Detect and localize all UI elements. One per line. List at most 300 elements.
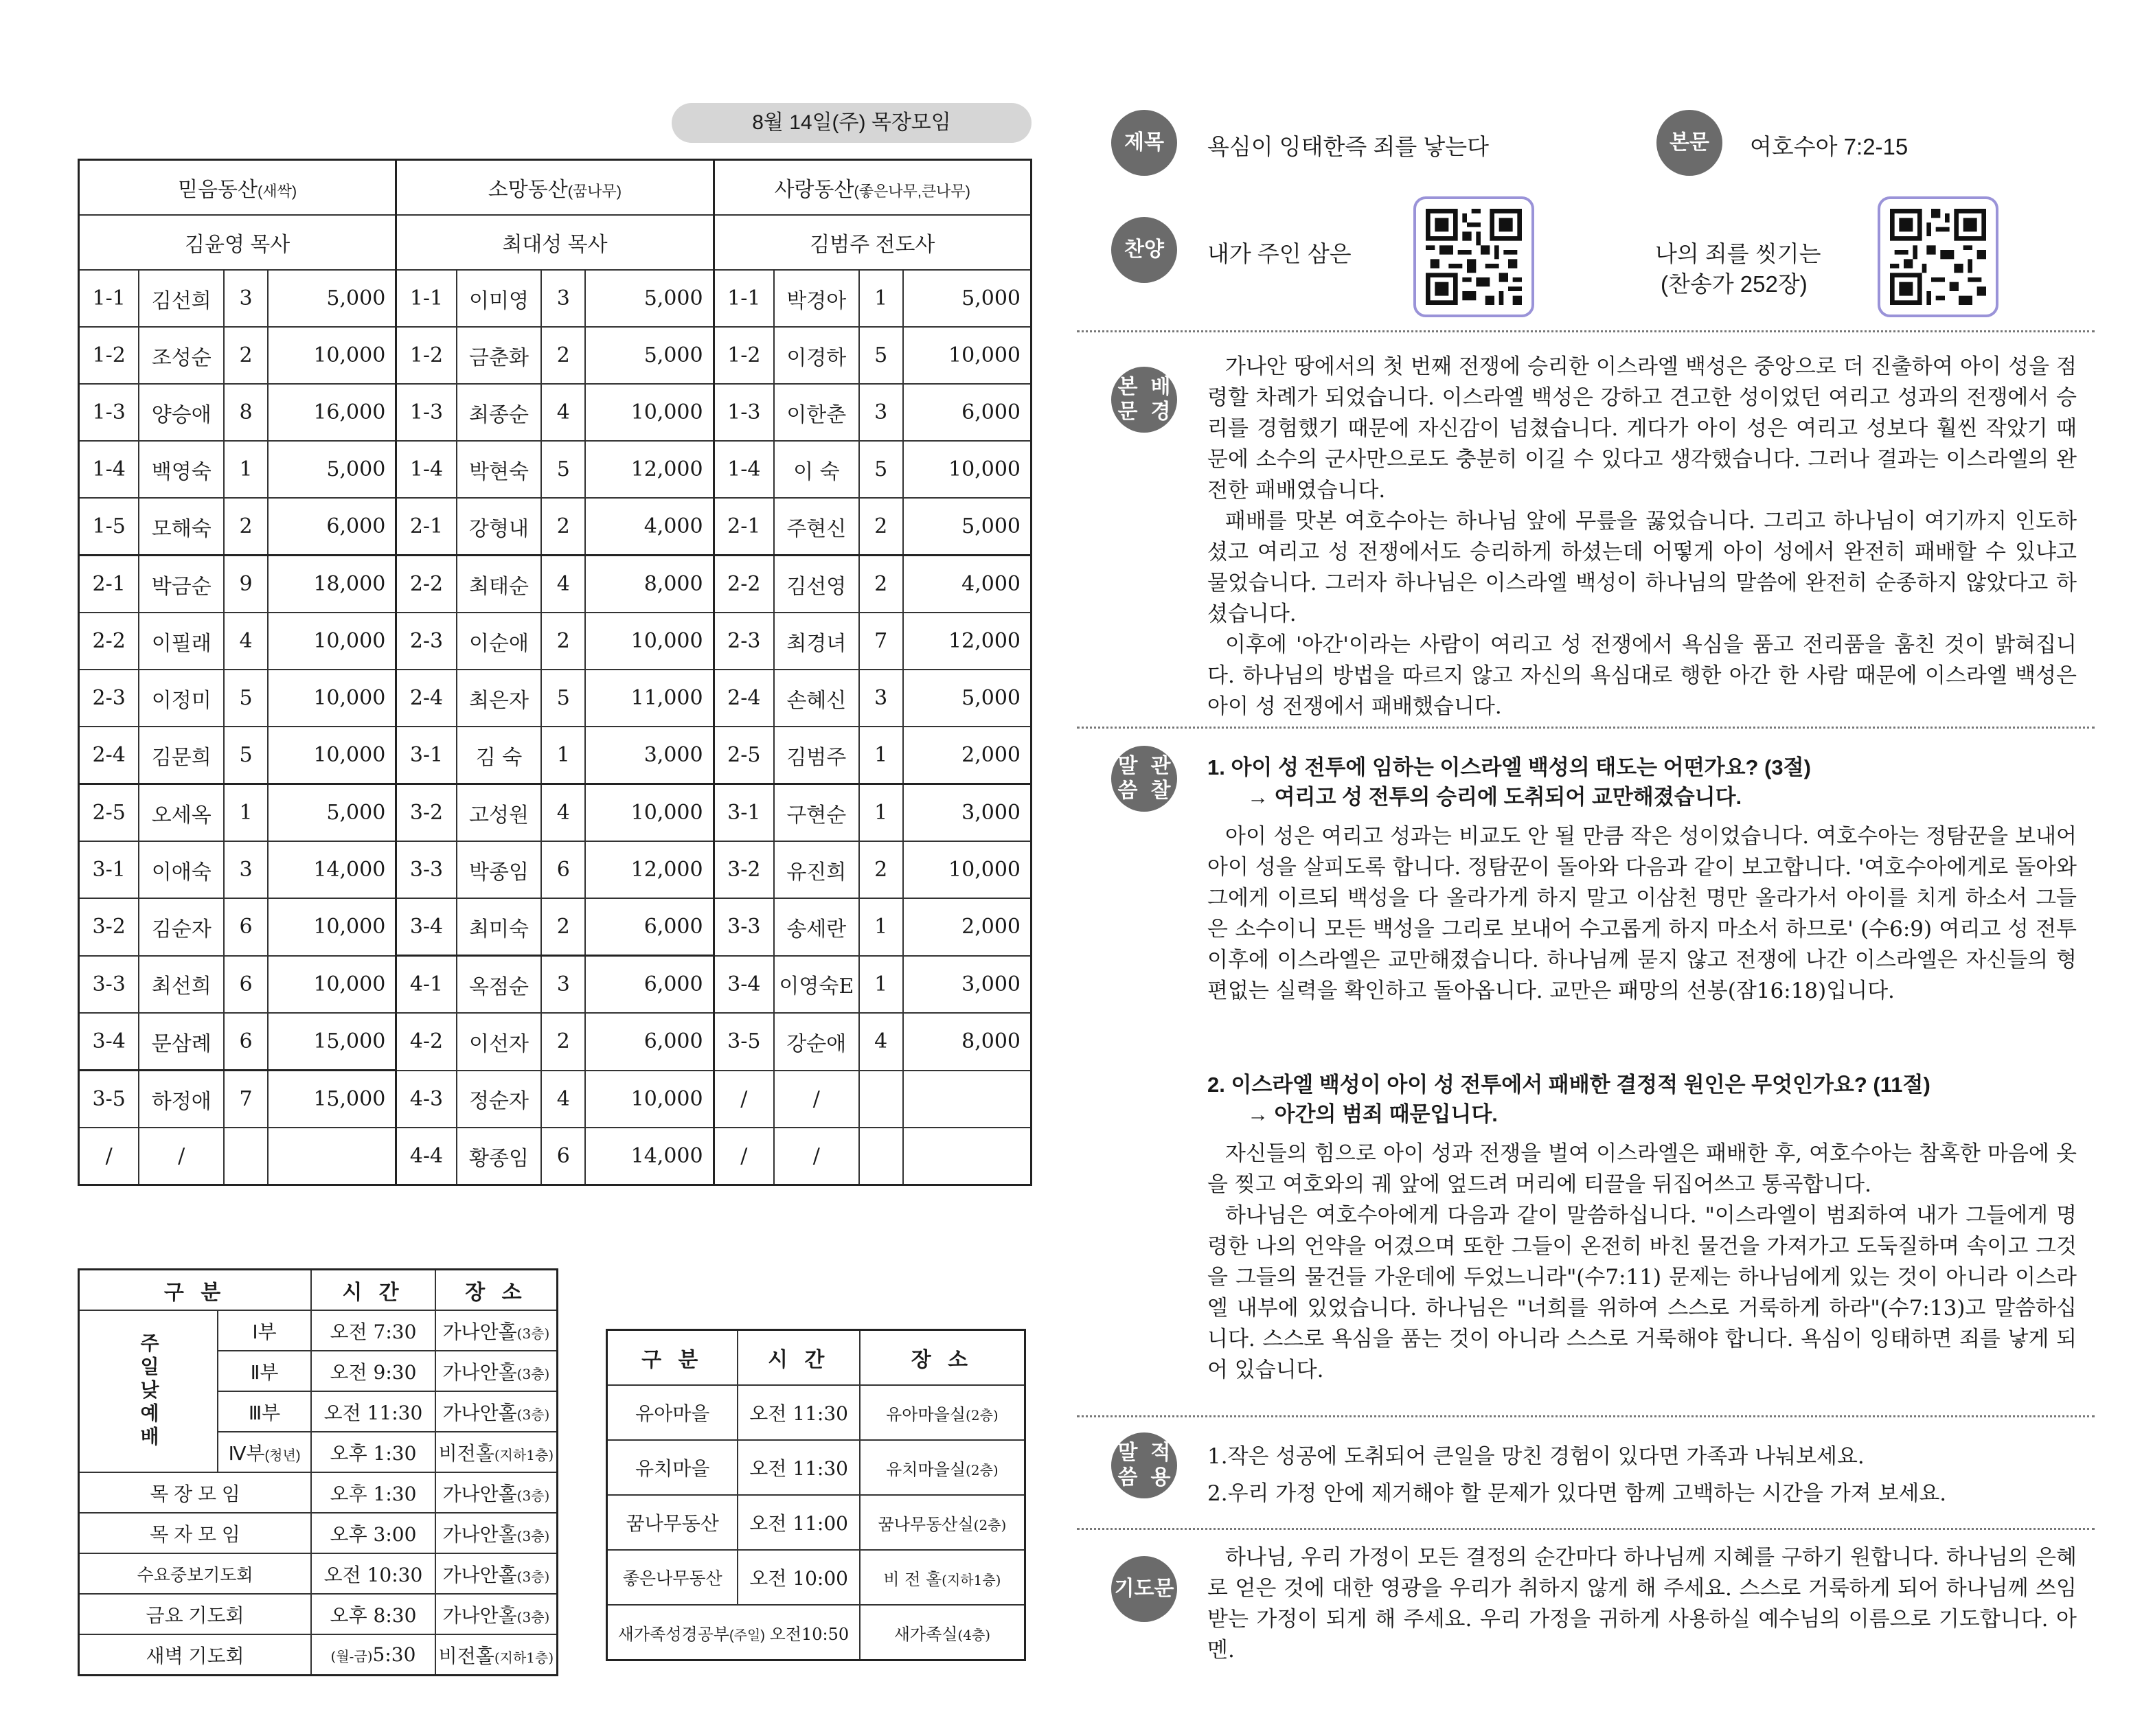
- cell-amount: 6,000: [585, 898, 714, 956]
- observation-text-1: 아이 성은 여리고 성과는 비교도 안 될 만큼 작은 성이었습니다. 여호수아는 정탐꾼을 보내어 아이 성을 살피도록 합니다. 정탐꾼이 돌아와 다음과 같이 보고합니다. '여호수아에게로 돌아와 그에게 이르되 백성을 다 올라가게 하지 말고 이삼천 명만 올라가서 아이를 치게 하소서 그들은 소수이니 모든 백성을 그리로 보내어 수고롭게 하지 마소서 하므로' (수6:9) 여리고 성 전투 이후에 이스라엘은 교만해졌습니다. 하나님께 묻지 않고 전쟁에 나간 이스라엘은 자신들의 형편없는 실력을 확인하고 돌아옵니다. 교만은 패망의 선봉(잠16:18)입니다.: [1207, 824, 2077, 1003]
- table-row: [79, 613, 1032, 670]
- cell-amount: 2,000: [903, 727, 1032, 784]
- cell-amount: 10,000: [903, 841, 1032, 898]
- schedule-header-row: [607, 1330, 1025, 1386]
- group-3-leader: 김범주 전도사: [714, 215, 1031, 270]
- class-place: 비 전 홀(지하1층): [860, 1550, 1025, 1605]
- cell-amount: [268, 1128, 396, 1185]
- cell-count: 3: [859, 670, 903, 727]
- service-name: Ⅱ부: [218, 1351, 311, 1391]
- cell-name: 손혜신: [774, 670, 859, 727]
- hymn-badge: 찬양: [1111, 217, 1177, 283]
- question-2: 2. 이스라엘 백성이 아이 성 전투에서 패배한 결정적 원인은 무엇인가요? (11절) → 아간의 범죄 때문입니다.: [1207, 1070, 1930, 1129]
- table-row: [79, 384, 1032, 441]
- cell-name: 강순애: [774, 1013, 859, 1071]
- cell-number: 1-5: [79, 498, 139, 556]
- cell-amount: 10,000: [903, 327, 1032, 384]
- cell-name: 최태순: [457, 556, 542, 613]
- cell-number: 1-4: [396, 441, 457, 498]
- class-name: 좋은나무동산: [607, 1550, 738, 1605]
- table-row: [79, 956, 1032, 1014]
- cell-name: 문삼례: [139, 1013, 224, 1071]
- prayer-text: 하나님, 우리 가정이 모든 결정의 순간마다 하나님께 지혜를 구하기 원합니다. 하나님의 은혜로 얻은 것에 대한 영광을 우리가 취하지 않게 해 주세요. 스스로 거룩하게 되어 하나님께 쓰임 받는 가정이 되게 해 주세요. 우리 가정을 귀하게 사용하실 예수님의 이름으로 기도합니다. 아멘.: [1207, 1545, 2077, 1663]
- cell-count: 1: [859, 784, 903, 842]
- cell-number: 4-4: [396, 1128, 457, 1185]
- meeting-place: 가나안홀(3층): [435, 1472, 558, 1513]
- cell-number: 1-4: [714, 441, 774, 498]
- cell-name: 고성원: [457, 784, 542, 842]
- cell-amount: 18,000: [268, 556, 396, 613]
- observation-badge: 말씀 관찰: [1111, 746, 1177, 812]
- group-2-leader: 최대성 목사: [396, 215, 714, 270]
- scripture-reference: 여호수아 7:2-15: [1750, 134, 1909, 159]
- cell-amount: [903, 1071, 1032, 1128]
- cell-amount: 6,000: [585, 956, 714, 1014]
- meeting-name: 새벽 기도회: [79, 1634, 312, 1676]
- cell-count: 1: [224, 784, 268, 842]
- application-item: 1.작은 성공에 도취되어 큰일을 망친 경험이 있다면 가족과 나눠보세요.: [1207, 1444, 1865, 1469]
- cell-name: 양승애: [139, 384, 224, 441]
- cell-amount: 6,000: [903, 384, 1032, 441]
- cell-count: 1: [859, 956, 903, 1014]
- cell-number: 2-4: [714, 670, 774, 727]
- cell-name: 최종순: [457, 384, 542, 441]
- cell-amount: 15,000: [268, 1071, 396, 1128]
- cell-number: 3-4: [396, 898, 457, 956]
- divider: [1077, 330, 2095, 332]
- cell-number: 1-1: [396, 270, 457, 327]
- cell-name: 이선자: [457, 1013, 542, 1071]
- cell-count: 4: [859, 1013, 903, 1071]
- cell-number: 3-5: [714, 1013, 774, 1071]
- cell-amount: 10,000: [585, 1071, 714, 1128]
- sermon-title: 욕심이 잉태한즉 죄를 낳는다: [1207, 134, 1490, 159]
- cell-number: 3-4: [79, 1013, 139, 1071]
- cell-name: /: [139, 1128, 224, 1185]
- meeting-place: 가나안홀(3층): [435, 1553, 558, 1594]
- meeting-time: 오후 3:00: [311, 1513, 435, 1553]
- cell-amount: 10,000: [585, 613, 714, 670]
- cell-number: 2-5: [79, 784, 139, 842]
- cell-name: 이애숙: [139, 841, 224, 898]
- cell-number: 2-2: [714, 556, 774, 613]
- cell-amount: 5,000: [268, 441, 396, 498]
- cell-amount: 6,000: [585, 1013, 714, 1071]
- meeting-place: 가나안홀(3층): [435, 1594, 558, 1634]
- cell-number: 4-1: [396, 956, 457, 1014]
- class-name: 유아마을: [607, 1385, 738, 1440]
- cell-amount: 8,000: [903, 1013, 1032, 1071]
- header-time: 시 간: [311, 1270, 435, 1311]
- class-place: 꿈나무동산실(2층): [860, 1495, 1025, 1550]
- cell-name: 옥점순: [457, 956, 542, 1014]
- cell-count: 2: [859, 556, 903, 613]
- cell-count: 5: [859, 441, 903, 498]
- cell-number: 1-4: [79, 441, 139, 498]
- cell-number: 2-2: [396, 556, 457, 613]
- cell-name: /: [774, 1128, 859, 1185]
- class-name: 꿈나무동산: [607, 1495, 738, 1550]
- cell-name: 김순자: [139, 898, 224, 956]
- cell-amount: [903, 1128, 1032, 1185]
- cell-count: 1: [224, 441, 268, 498]
- cell-amount: 10,000: [585, 784, 714, 842]
- cell-count: 4: [224, 613, 268, 670]
- cell-name: 김범주: [774, 727, 859, 784]
- cell-name: 이한춘: [774, 384, 859, 441]
- application-list: [1207, 1438, 2077, 1512]
- cell-count: 2: [224, 498, 268, 556]
- cell-count: 2: [541, 327, 585, 384]
- cell-number: 2-4: [396, 670, 457, 727]
- cell-count: 2: [541, 898, 585, 956]
- cell-name: 하정애: [139, 1071, 224, 1128]
- service-name: Ⅰ부: [218, 1310, 311, 1351]
- table-row: [79, 498, 1032, 556]
- cell-amount: 10,000: [268, 956, 396, 1014]
- cell-count: 1: [859, 898, 903, 956]
- service-time: 오전 9:30: [311, 1351, 435, 1391]
- cell-number: 2-3: [396, 613, 457, 670]
- table-row: [79, 727, 1032, 784]
- cell-name: 박경아: [774, 270, 859, 327]
- cell-number: 3-2: [79, 898, 139, 956]
- cell-name: 강형내: [457, 498, 542, 556]
- cell-name: 정순자: [457, 1071, 542, 1128]
- answer-1: → 여리고 성 전투의 승리에 도취되어 교만해졌습니다.: [1247, 785, 1742, 809]
- class-name: 새가족성경공부(주일) 오전10:50: [607, 1605, 860, 1660]
- cell-number: 2-1: [396, 498, 457, 556]
- cell-name: 조성순: [139, 327, 224, 384]
- hymn-1-qr-code[interactable]: [1413, 196, 1534, 317]
- observation-text-2: 자신들의 힘으로 아이 성과 전쟁을 벌여 이스라엘은 패배한 후, 여호수아는 참혹한 마음에 옷을 찢고 여호와의 궤 앞에 엎드려 머리에 티끌을 뒤집어쓰고 통곡합니다. 하나님은 여호수아에게 다음과 같이 말씀하십니다. "이스라엘이 범죄하여 내가 그들에게 명령한 나의 언약을 어겼으며 또한 그들이 온전히 바친 물건을 가져가고 도둑질하며 속이고 그것을 그들의 물건들 가운데에 두었느니라"(수7:11) 문제는 하나님에게 있는 것이 아니라 이스라엘 내부에 있었습니다. 하나님은 "너희를 위하여 스스로 거룩하게 하라"(수7:13)고 말씀하십니다. 스스로 욕심을 품는 것이 아니라 스스로 거룩해야 합니다. 욕심이 잉태하면 죄를 낳게 되어 있습니다.: [1207, 1141, 2077, 1382]
- header-place: 장 소: [435, 1270, 558, 1311]
- background-text: 가나안 땅에서의 첫 번째 전쟁에 승리한 이스라엘 백성은 중앙으로 더 진출하여 아이 성을 점령할 차례가 되었습니다. 이스라엘 백성은 강하고 견고한 성이었던 여리고 성과의 전쟁에서 승리를 경험했기 때문에 자신감이 넘쳤습니다. 게다가 아이 성은 여리고 성보다 훨씬 작았기 때문에 소수의 군사만으로도 충분히 이길 수 있다고 생각했습니다. 그러나 결과는 이스라엘의 완전한 패배였습니다. 패배를 맛본 여호수아는 하나님 앞에 무릎을 꿇었습니다. 그리고 하나님이 여기까지 인도하셨고 여리고 성 전쟁에서도 승리하게 하셨는데 어떻게 아이 성에서 완전히 패배할 수 있냐고 물었습니다. 그러자 하나님은 이스라엘 백성이 하나님의 말씀에 완전히 순종하지 않았다고 하셨습니다. 이후에 '아간'이라는 사람이 여리고 성 전쟁에서 욕심을 품고 전리품을 훔친 것이 밝혀집니다. 하나님의 방법을 따르지 않고 자신의 욕심대로 행한 아간 한 사람 때문에 이스라엘 백성은 아이 성 전쟁에서 패배했습니다.: [1207, 354, 2077, 719]
- meeting-date-pill: 8월 14일(주) 목장모임: [672, 103, 1032, 143]
- service-row: [79, 1310, 558, 1351]
- meeting-row: [79, 1472, 558, 1513]
- class-time: 오전 11:30: [738, 1440, 859, 1495]
- answer-2: → 아간의 범죄 때문입니다.: [1247, 1102, 1498, 1126]
- offering-table: [78, 159, 1032, 1186]
- cell-name: 최선희: [139, 956, 224, 1014]
- cell-number: 1-3: [714, 384, 774, 441]
- cell-amount: 3,000: [585, 727, 714, 784]
- cell-number: 4-2: [396, 1013, 457, 1071]
- cell-count: 8: [224, 384, 268, 441]
- table-row: [79, 327, 1032, 384]
- cell-number: 2-5: [714, 727, 774, 784]
- divider: [1077, 1415, 2095, 1417]
- class-row: [607, 1550, 1025, 1605]
- class-row: [607, 1495, 1025, 1550]
- cell-count: [859, 1128, 903, 1185]
- cell-amount: 5,000: [268, 270, 396, 327]
- class-place: 새가족실(4층): [860, 1605, 1025, 1660]
- cell-name: 모해숙: [139, 498, 224, 556]
- cell-count: 4: [541, 1071, 585, 1128]
- service-name: Ⅲ부: [218, 1391, 311, 1432]
- class-name: 유치마을: [607, 1440, 738, 1495]
- cell-name: 이미영: [457, 270, 542, 327]
- class-time: 오전 11:00: [738, 1495, 859, 1550]
- table-row: [79, 1013, 1032, 1071]
- cell-amount: 11,000: [585, 670, 714, 727]
- cell-count: 4: [541, 384, 585, 441]
- hymn-2-qr-code[interactable]: [1878, 196, 1998, 317]
- cell-name: 박현숙: [457, 441, 542, 498]
- cell-number: 2-3: [79, 670, 139, 727]
- cell-count: 6: [541, 841, 585, 898]
- cell-count: 6: [224, 956, 268, 1014]
- meeting-name: 수요중보기도회: [79, 1553, 312, 1594]
- cell-name: 김선희: [139, 270, 224, 327]
- cell-count: 3: [224, 841, 268, 898]
- cell-number: 3-2: [714, 841, 774, 898]
- cell-amount: 5,000: [585, 327, 714, 384]
- cell-amount: 5,000: [903, 270, 1032, 327]
- cell-amount: 12,000: [585, 841, 714, 898]
- service-place: 비전홀(지하1층): [435, 1432, 558, 1472]
- cell-amount: 3,000: [903, 956, 1032, 1014]
- cell-number: /: [714, 1128, 774, 1185]
- cell-name: 이경하: [774, 327, 859, 384]
- meeting-row: [79, 1553, 558, 1594]
- title-badge: 제목: [1111, 110, 1177, 176]
- cell-name: 이순애: [457, 613, 542, 670]
- hymn-2-number: (찬송가 252장): [1661, 271, 1808, 297]
- table-row: [79, 670, 1032, 727]
- cell-name: 박금순: [139, 556, 224, 613]
- meeting-time: (월-금)5:30: [311, 1634, 435, 1676]
- service-place: 가나안홀(3층): [435, 1391, 558, 1432]
- cell-count: 1: [859, 727, 903, 784]
- cell-number: 4-3: [396, 1071, 457, 1128]
- service-time: 오전 11:30: [311, 1391, 435, 1432]
- cell-amount: 5,000: [268, 784, 396, 842]
- cell-amount: 10,000: [903, 441, 1032, 498]
- header-place: 장 소: [860, 1330, 1025, 1386]
- cell-count: 4: [541, 556, 585, 613]
- meeting-name: 목 자 모 임: [79, 1513, 312, 1553]
- class-time: 오전 11:30: [738, 1385, 859, 1440]
- cell-name: 김문희: [139, 727, 224, 784]
- cell-count: [859, 1071, 903, 1128]
- cell-count: 7: [224, 1071, 268, 1128]
- table-row: [79, 784, 1032, 842]
- schedule-header-row: [79, 1270, 558, 1311]
- hymn-1-title: 내가 주인 삼은: [1207, 241, 1352, 266]
- cell-name: 최경녀: [774, 613, 859, 670]
- group-1-leader: 김윤영 목사: [79, 215, 396, 270]
- cell-name: /: [774, 1071, 859, 1128]
- cell-amount: 10,000: [268, 670, 396, 727]
- cell-number: /: [714, 1071, 774, 1128]
- meeting-time: 오전 10:30: [311, 1553, 435, 1594]
- meeting-row: [79, 1634, 558, 1676]
- cell-number: 1-2: [714, 327, 774, 384]
- cell-amount: 10,000: [268, 613, 396, 670]
- cell-amount: 6,000: [268, 498, 396, 556]
- group-name-row: [79, 160, 1032, 216]
- cell-number: 2-2: [79, 613, 139, 670]
- cell-name: 황종임: [457, 1128, 542, 1185]
- meeting-name: 목 장 모 임: [79, 1472, 312, 1513]
- cell-amount: 3,000: [903, 784, 1032, 842]
- header-category: 구 분: [79, 1270, 312, 1311]
- meeting-name: 금요 기도회: [79, 1594, 312, 1634]
- cell-amount: 12,000: [903, 613, 1032, 670]
- table-row: [79, 898, 1032, 956]
- cell-count: 2: [541, 1013, 585, 1071]
- divider: [1077, 727, 2095, 729]
- group-1-name: 믿음동산(새싹): [79, 160, 396, 216]
- cell-amount: 10,000: [268, 898, 396, 956]
- cell-number: 1-1: [714, 270, 774, 327]
- class-row: [607, 1440, 1025, 1495]
- cell-name: 유진희: [774, 841, 859, 898]
- cell-number: 2-1: [714, 498, 774, 556]
- cell-count: 5: [541, 670, 585, 727]
- cell-amount: 2,000: [903, 898, 1032, 956]
- cell-count: 5: [541, 441, 585, 498]
- header-time: 시 간: [738, 1330, 859, 1386]
- cell-number: 2-3: [714, 613, 774, 670]
- group-leader-row: [79, 215, 1032, 270]
- class-time: 오전 10:00: [738, 1550, 859, 1605]
- cell-number: 1-1: [79, 270, 139, 327]
- cell-number: 1-3: [79, 384, 139, 441]
- cell-name: 최은자: [457, 670, 542, 727]
- question-1: 1. 아이 성 전투에 임하는 이스라엘 백성의 태도는 어떤가요? (3절) → 여리고 성 전투의 승리에 도취되어 교만해졌습니다.: [1207, 753, 1811, 812]
- cell-count: 3: [859, 384, 903, 441]
- cell-name: 박종임: [457, 841, 542, 898]
- cell-count: 6: [224, 898, 268, 956]
- cell-number: 1-2: [396, 327, 457, 384]
- cell-amount: 4,000: [903, 556, 1032, 613]
- cell-name: 이영숙E: [774, 956, 859, 1014]
- cell-amount: 12,000: [585, 441, 714, 498]
- cell-name: 송세란: [774, 898, 859, 956]
- class-place: 유아마을실(2층): [860, 1385, 1025, 1440]
- table-row: [79, 556, 1032, 613]
- service-time: 오전 7:30: [311, 1310, 435, 1351]
- cell-count: 2: [859, 841, 903, 898]
- worship-schedule-table: [78, 1268, 558, 1676]
- table-row: [79, 1128, 1032, 1185]
- cell-number: 3-4: [714, 956, 774, 1014]
- application-badge: 말씀 적용: [1111, 1432, 1177, 1498]
- cell-count: 6: [541, 1128, 585, 1185]
- cell-number: 3-3: [396, 841, 457, 898]
- cell-number: 2-4: [79, 727, 139, 784]
- table-row: [79, 841, 1032, 898]
- table-row: [79, 270, 1032, 327]
- cell-amount: 14,000: [585, 1128, 714, 1185]
- cell-count: 2: [859, 498, 903, 556]
- cell-name: 이필래: [139, 613, 224, 670]
- sunday-worship-label: 주일낮예배: [79, 1310, 218, 1472]
- cell-name: 이정미: [139, 670, 224, 727]
- cell-name: 오세옥: [139, 784, 224, 842]
- meeting-place: 가나안홀(3층): [435, 1513, 558, 1553]
- cell-count: 2: [224, 327, 268, 384]
- cell-amount: 10,000: [585, 384, 714, 441]
- cell-count: 1: [541, 727, 585, 784]
- cell-amount: 4,000: [585, 498, 714, 556]
- service-place: 가나안홀(3층): [435, 1351, 558, 1391]
- hymn-2-title: 나의 죄를 씻기는: [1655, 241, 1821, 266]
- divider: [1077, 1528, 2095, 1530]
- group-2-name: 소망동산(꿈나무): [396, 160, 714, 216]
- group-3-name: 사랑동산(좋은나무,큰나무): [714, 160, 1031, 216]
- cell-amount: 5,000: [903, 498, 1032, 556]
- cell-number: 3-1: [714, 784, 774, 842]
- header-category: 구 분: [607, 1330, 738, 1386]
- meeting-time: 오후 1:30: [311, 1472, 435, 1513]
- cell-number: 1-3: [396, 384, 457, 441]
- cell-count: 5: [224, 670, 268, 727]
- cell-number: 3-1: [79, 841, 139, 898]
- cell-name: 김선영: [774, 556, 859, 613]
- cell-name: 금춘화: [457, 327, 542, 384]
- cell-number: 3-2: [396, 784, 457, 842]
- cell-amount: 5,000: [903, 670, 1032, 727]
- prayer-badge: 기도문: [1111, 1556, 1177, 1622]
- cell-number: 3-1: [396, 727, 457, 784]
- cell-amount: 10,000: [268, 327, 396, 384]
- service-place: 가나안홀(3층): [435, 1310, 558, 1351]
- cell-count: 4: [541, 784, 585, 842]
- cell-number: 3-3: [79, 956, 139, 1014]
- qr-code-icon: [1890, 209, 1986, 305]
- meeting-place: 비전홀(지하1층): [435, 1634, 558, 1676]
- cell-count: 5: [859, 327, 903, 384]
- cell-count: 5: [224, 727, 268, 784]
- cell-number: 3-3: [714, 898, 774, 956]
- cell-amount: 5,000: [585, 270, 714, 327]
- cell-count: 9: [224, 556, 268, 613]
- cell-count: 1: [859, 270, 903, 327]
- cell-count: 2: [541, 498, 585, 556]
- text-badge: 본문: [1656, 110, 1722, 176]
- cell-amount: 15,000: [268, 1013, 396, 1071]
- cell-name: 주현신: [774, 498, 859, 556]
- cell-name: 김 숙: [457, 727, 542, 784]
- table-row: [79, 441, 1032, 498]
- cell-count: 3: [541, 956, 585, 1014]
- children-schedule-table: [606, 1329, 1026, 1661]
- cell-number: 2-1: [79, 556, 139, 613]
- application-item: 2.우리 가정 안에 제거해야 할 문제가 있다면 함께 고백하는 시간을 가져 보세요.: [1207, 1481, 1947, 1506]
- meeting-time: 오후 8:30: [311, 1594, 435, 1634]
- cell-number: /: [79, 1128, 139, 1185]
- class-place: 유치마을실(2층): [860, 1440, 1025, 1495]
- service-time: 오후 1:30: [311, 1432, 435, 1472]
- cell-number: 3-5: [79, 1071, 139, 1128]
- cell-amount: 14,000: [268, 841, 396, 898]
- cell-amount: 10,000: [268, 727, 396, 784]
- class-row: [607, 1605, 1025, 1660]
- cell-amount: 8,000: [585, 556, 714, 613]
- cell-count: 3: [224, 270, 268, 327]
- cell-name: 이 숙: [774, 441, 859, 498]
- cell-count: 6: [224, 1013, 268, 1071]
- meeting-row: [79, 1513, 558, 1553]
- cell-count: 2: [541, 613, 585, 670]
- meeting-row: [79, 1594, 558, 1634]
- cell-count: 7: [859, 613, 903, 670]
